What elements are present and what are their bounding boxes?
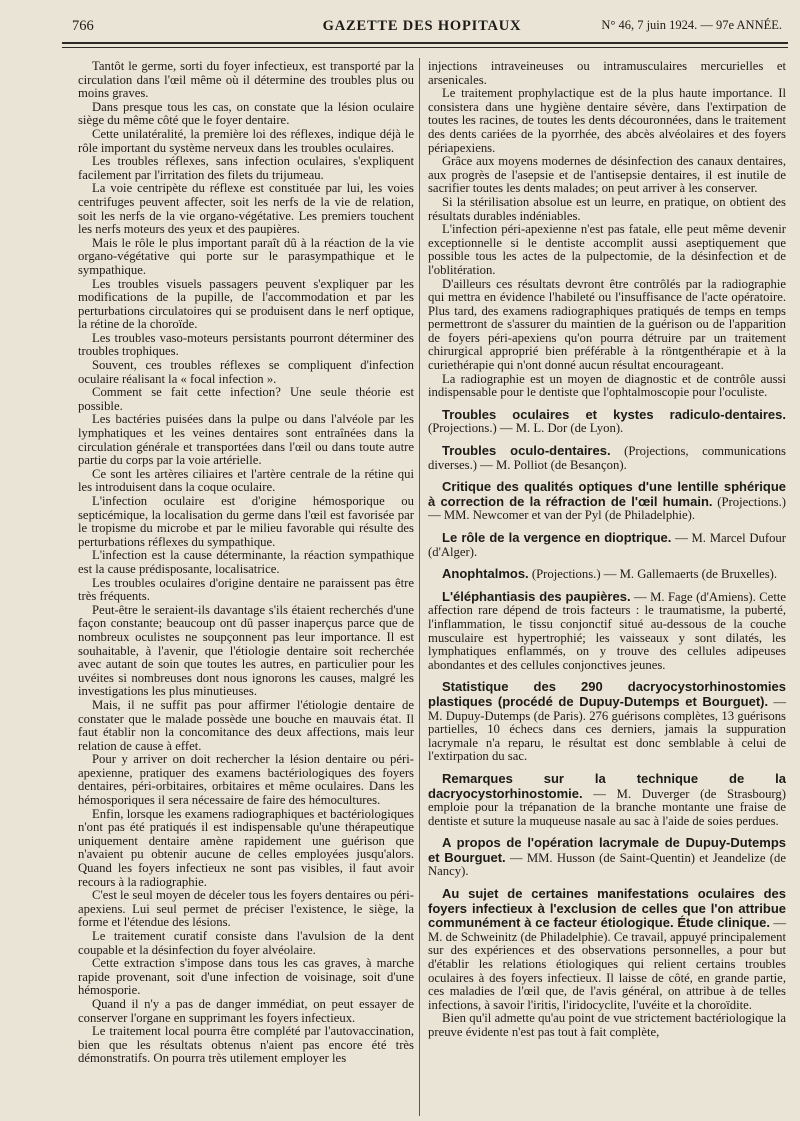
paragraph [428, 373, 786, 400]
paragraph-text: Les troubles oculaires d'origine dentaire ne paraissent pas être très fréquents. [78, 575, 414, 604]
paragraph-text: — M. Dupuy-Dutemps (de Paris). 276 guérisons complètes, 13 guérisons partielles, 10 échecs dans ces derniers, jamais la suppuration lacrymale n'a reparu, le résultat est donc semblable à celui de l'extirpation du sac. [428, 694, 786, 764]
paragraph-text: (Projections, communications diverses.) — M. Polliot (de Besançon). [428, 444, 786, 472]
paragraph [428, 887, 786, 1012]
paragraph [428, 408, 786, 436]
paragraph [78, 1025, 414, 1066]
paragraph-text: Cette extraction s'impose dans tous les cas graves, à marche rapide provenant, soit d'une infection de voisinage, soit d'une hémosporie. [78, 956, 414, 998]
paragraph [428, 480, 786, 523]
paragraph [78, 278, 414, 332]
paragraph-text: Souvent, ces troubles réflexes se compliquent d'infection oculaire réalisant la « focal infection ». [78, 358, 414, 386]
paragraph [428, 680, 786, 764]
paragraph [78, 468, 414, 495]
paragraph [428, 444, 786, 472]
paragraph-text: L'infection oculaire est d'origine hémosporique ou septicémique, la localisation du germe dans l'œil est favorisée par le tropisme du microbe et par le milieu favorable qui résulte des perturbations réflexes du sympathique. [78, 494, 414, 549]
paragraph-text: Peut-être le seraient-ils davantage s'ils étaient recherchés d'une façon constante; beaucoup ont dû passer inaperçus parce que de nombreux oculistes ne soupçonnent pas leur importance. Il est souhaitable, à l'avenir, que l'étiologie dentaire soit recherchée avec autant de soin que toutes les autres, en particulier pour les uvéites si nombreuses dont nous ignorons les causes, malgré les investigations les plus minutieuses. [78, 602, 414, 699]
paragraph-text: Dans presque tous les cas, on constate que la lésion oculaire siège du même côté que le foyer dentaire. [78, 99, 414, 128]
paragraph [78, 128, 414, 155]
paragraph-text: Les troubles visuels passagers peuvent s'expliquer par les modifications de la pupille, de l'accommodation et par les perturbations circulatoires qui se produisent dans le nerf optique, la rétine de la choroïde. [78, 276, 414, 332]
paragraph-text: C'est le seul moyen de déceler tous les foyers dentaires ou péri-apexiens. Lui seul permet de préciser l'existence, le siège, la forme et l'étendue des lésions. [78, 888, 414, 930]
paragraph-text: — M. Fage (d'Amiens). Cette affection rare dépend de trois facteurs : le traumatisme, la puberté, l'inflammation, le tissu conjonctif situé au-dessous de la couche musculaire est hypertrophié; les vaisseaux y sont dilatés, les lymphatiques enflammés, on y trouve des cellules adipeuses abondantes et des cellules conjonctives jeunes. [428, 589, 786, 672]
section-heading: Remarques sur la technique de la dacryocystorhinostomie. [428, 770, 786, 801]
section-heading: Troubles oculo-dentaires. [442, 443, 611, 459]
column-divider [419, 58, 420, 1116]
paragraph-text: Pour y arriver on doit rechercher la lésion dentaire ou péri-apexienne, pratiquer des examens bactériologiques des foyers dentaires, péri-orbitaires, orbitaires et même oculaires. Dans les hémosporiques il sera nécessaire de faire des hémocultures. [78, 752, 414, 808]
paragraph [428, 567, 786, 582]
section-heading: Troubles oculaires et kystes radiculo-dentaires. [442, 406, 786, 422]
paragraph [78, 359, 414, 386]
header-rule-thick [62, 42, 788, 44]
paragraph-text: (Projections.) — M. Gallemaerts (de Bruxelles). [531, 567, 778, 582]
section-heading: Au sujet de certaines manifestations oculaires des foyers infectieux à l'exclusion de celles que l'on attribue communément à ce facteur étiologique. Étude clinique. [428, 886, 786, 931]
paragraph-text: D'ailleurs ces résultats devront être contrôlés par la radiographie qui mettra en évidence l'habileté ou l'insuffisance de l'acte opératoire. Plus tard, des examens radiographiques pratiqués de temps en temps permettront de s'assurer du maintien de la guérison ou de l'apparition de foyers péri-apexiens qu'on pourra détruire par un traitement chirurgical approprié bien préférable à la röntgenthérapie et à la curiethérapie qui n'ont donné aucun résultat encourageant. [428, 276, 786, 373]
paragraph-text: L'infection péri-apexienne n'est pas fatale, elle peut même devenir exceptionnelle si le dentiste accomplit aussi aseptiquement que possible tous les actes de la pulpectomie, de la désinfection et de l'oblitération. [428, 222, 786, 277]
paragraph-text: Quand il n'y a pas de danger immédiat, on peut essayer de conserver l'organe en supprimant les foyers infectieux. [78, 996, 414, 1025]
paragraph [428, 1012, 786, 1039]
paragraph [428, 196, 786, 223]
section-heading: A propos de l'opération lacrymale de Dupuy-Dutemps et Bourguet. [428, 835, 786, 865]
paragraph-text: Tantôt le germe, sorti du foyer infectieux, est transporté par la circulation dans l'œil même où il détermine des troubles plus ou moins graves. [78, 59, 414, 101]
paragraph [428, 87, 786, 155]
paragraph [428, 155, 786, 196]
paragraph [78, 182, 414, 236]
paragraph [428, 836, 786, 879]
paragraph [78, 699, 414, 753]
section-heading: Critique des qualités optiques d'une lentille sphérique à correction de la réfraction de l'œil humain. [428, 479, 786, 509]
paragraph [78, 332, 414, 359]
paragraph-text: Les troubles vaso-moteurs persistants pourront déterminer des troubles trophiques. [78, 330, 414, 359]
paragraph-text: L'infection est la cause déterminante, la réaction sympathique est la cause prédisposante, localisatrice. [78, 548, 414, 576]
section-heading: L'éléphantiasis des paupières. [442, 588, 631, 604]
paragraph-text: Les bactéries puisées dans la pulpe ou dans l'alvéole par les lymphatiques et les veines dentaires sont entraînées dans la circulation générale et transportées dans l'œil ou dans toute autre partie du corps par la voie artérielle. [78, 412, 414, 468]
paragraph-text: Comment se fait cette infection? Une seule théorie est possible. [78, 385, 414, 413]
issue-info: N° 46, 7 juin 1924. — 97e ANNÉE. [601, 18, 782, 32]
paragraph-text: injections intraveineuses ou intramusculaires mercurielles et arsenicales. [428, 59, 786, 87]
paragraph-text: Enfin, lorsque les examens radiographiques et bactériologiques n'ont pas été pratiqués il est indispensable qu'une thérapeutique uniquement dentaire amène rapidement une guérison que n'avaient pu obtenir aucune de celles employées jusqu'alors. Quand les foyers infectieux ne sont pas visibles, il faut avoir recours à la radiographie. [78, 806, 414, 889]
paragraph [78, 957, 414, 998]
paragraph-text: Le traitement prophylactique est de la plus haute importance. Il consistera dans une hygiène dentaire sévère, dans l'extirpation de toutes les racines, de toutes les dents découronnées, dans le traitement des dents cariées de la pyorrhée, des abcès alvéolaires et des foyers périapexiens. [428, 86, 786, 155]
paragraph-text: — M. Marcel Dufour (d'Alger). [428, 531, 786, 559]
paragraph-text: — M. de Schweinitz (de Philadelphie). Ce travail, appuyé principalement sur des expériences et des observations personnelles, a pour but d'établir les relations étiologiques qui relient certains troubles oculaires à des foyers infectieux. Il laisse de côté, en grande partie, ces maladies de l'œil que, de l'avis général, on attribue à de telles infections, à savoir l'iritis, l'iridocyclite, l'uvéite et la choroïdite. [428, 916, 787, 1012]
paragraph [428, 278, 786, 373]
paragraph-text: (Projections.) — M. L. Dor (de Lyon). [428, 421, 624, 436]
paragraph [78, 930, 414, 957]
paragraph-text: La voie centripète du réflexe est constituée par lui, les voies centrifuges peuvent affecter, soit les nerfs de la vie de relation, soit les nerfs de la vie organo-végétative. Les premiers touchent les nerfs moteurs des yeux et des paupières. [78, 181, 414, 237]
right-column [428, 60, 786, 1040]
paragraph [78, 549, 414, 576]
paragraph-text: Les troubles réflexes, sans infection oculaires, s'expliquent facilement par l'irritation des filets du trijumeau. [78, 154, 414, 182]
section-heading: Anophtalmos. [442, 566, 529, 582]
paragraph [428, 223, 786, 277]
paragraph-text: Le traitement curatif consiste dans l'avulsion de la dent coupable et la désinfection du foyer alvéolaire. [78, 929, 414, 957]
paragraph [78, 889, 414, 930]
page-header [58, 14, 786, 38]
paragraph [78, 604, 414, 699]
paragraph-text: Grâce aux moyens modernes de désinfection des canaux dentaires, aux progrès de l'asepsie et de l'antisepsie dentaires, il est inutile de sacrifier toutes les dents malades; on peut arriver à les conserver. [428, 154, 786, 196]
paragraph [78, 60, 414, 101]
paragraph [78, 495, 414, 549]
paragraph [78, 101, 414, 128]
paragraph [78, 237, 414, 278]
paragraph-text: — M. Duverger (de Strasbourg) emploie pour la trépanation de la branche montante une fraise de dentiste et suture la muqueuse nasale au sac à l'aide de soies perdues. [428, 786, 786, 828]
journal-title: GAZETTE DES HOPITAUX [322, 18, 522, 34]
paragraph [78, 386, 414, 413]
paragraph [428, 772, 786, 828]
section-heading: Statistique des 290 dacryocystorhinostomies plastiques (procédé de Dupuy-Dutemps et Bourguet). [428, 679, 786, 709]
paragraph-text: La radiographie est un moyen de diagnostic et de contrôle aussi indispensable pour le dentiste que l'ophtalmoscopie pour l'oculiste. [428, 371, 786, 400]
left-column [78, 60, 414, 1066]
paragraph-text: Ce sont les artères ciliaires et l'artère centrale de la rétine qui les introduisent dans la coque oculaire. [78, 466, 414, 495]
paragraph-text: Mais, il ne suffit pas pour affirmer l'étiologie dentaire de constater que le malade possède une bouche en mauvais état. Il faut établir non la concomitance des deux affections, mais leur relation de cause à effet. [78, 697, 414, 753]
paragraph-text: Mais le rôle le plus important paraît dû à la réaction de la vie organo-végétative qui porte sur le parasympathique et le sympathique. [78, 235, 414, 277]
paragraph [78, 577, 414, 604]
paragraph-text: (Projections.) — MM. Newcomer et van der Pyl (de Philadelphie). [428, 494, 786, 523]
paragraph [78, 998, 414, 1025]
paragraph [78, 155, 414, 182]
header-rule-thin [62, 47, 788, 48]
paragraph [78, 808, 414, 890]
paragraph [78, 413, 414, 467]
paragraph-text: Si la stérilisation absolue est un leurre, en pratique, on obtient des résultats durables indéniables. [428, 194, 786, 223]
section-heading: Le rôle de la vergence en dioptrique. [442, 530, 672, 545]
paragraph [428, 590, 786, 673]
paragraph [78, 753, 414, 807]
paragraph-text: Bien qu'il admette qu'au point de vue strictement bactériologique la preuve évidente n'est pas tout à fait complète, [428, 1011, 786, 1039]
paragraph [428, 531, 786, 559]
page-number: 766 [72, 18, 94, 34]
paragraph-text: — MM. Husson (de Saint-Quentin) et Jeandelize (de Nancy). [428, 850, 786, 879]
paragraph [428, 60, 786, 87]
paragraph-text: Cette unilatéralité, la première loi des réflexes, indique déjà le rôle important du système nerveux dans les troubles oculaires. [78, 126, 414, 155]
paragraph-text: Le traitement local pourra être complété par l'autovaccination, bien que les résultats obtenus n'aient pas encore été très démonstratifs. On pourra très utilement employer les [78, 1024, 414, 1066]
